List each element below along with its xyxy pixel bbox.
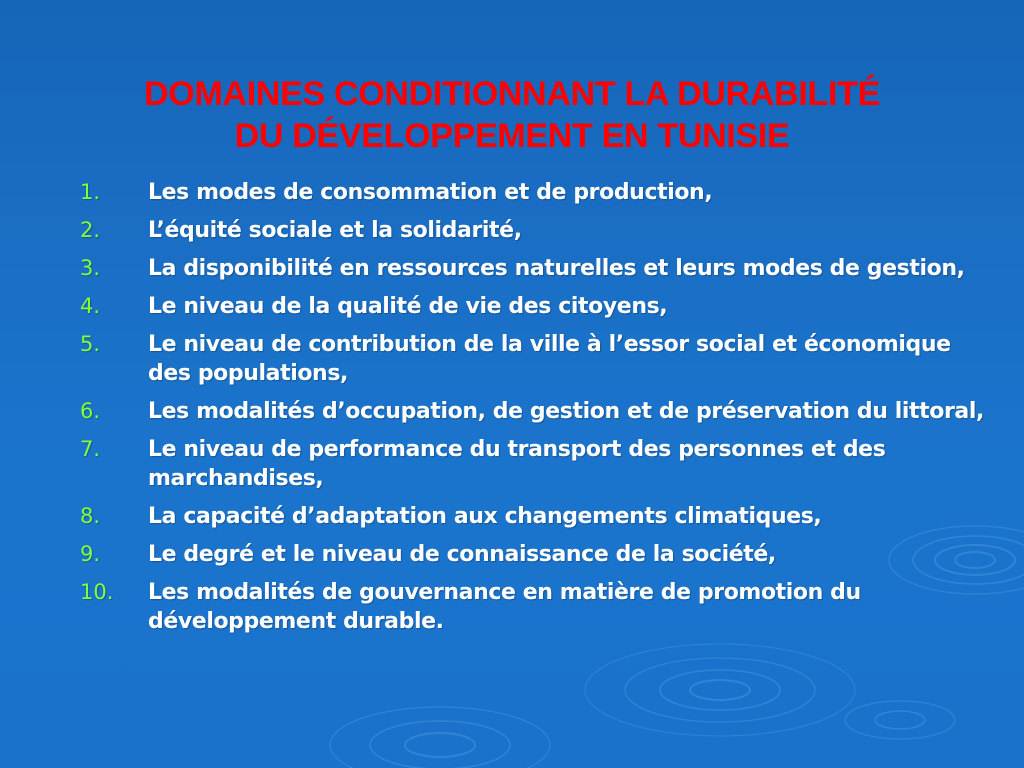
list-item-number: 10.: [80, 580, 114, 604]
list-item: [80, 540, 1000, 569]
list-item-text: La disponibilité en ressources naturelles et leurs modes de gestion,: [148, 256, 965, 281]
list-item: [80, 397, 1000, 426]
list-item-number: 7.: [80, 437, 101, 461]
list-item-text: Les modes de consommation et de production,: [148, 180, 713, 205]
list-item-text: L’équité sociale et la solidarité,: [148, 218, 522, 243]
list-item-text: Le niveau de la qualité de vie des citoyens,: [148, 294, 668, 319]
list-item-text: Le niveau de performance du transport des personnes et des marchandises,: [148, 437, 886, 491]
slide-title: [40, 73, 984, 157]
list-item-number: 5.: [80, 332, 101, 356]
list-item-number: 1.: [80, 180, 101, 204]
list-item-text: Le niveau de contribution de la ville à l’essor social et économique des populations,: [148, 332, 951, 386]
list-item-text: Les modalités de gouvernance en matière de promotion du développement durable.: [148, 580, 861, 634]
list-item: [80, 216, 1000, 245]
list-item: [80, 502, 1000, 531]
list-item: [80, 330, 1000, 388]
list-item-number: 3.: [80, 256, 101, 280]
list-item: [80, 254, 1000, 283]
slide-title-line-2: DU DÉVELOPPEMENT EN TUNISIE: [234, 116, 790, 155]
list-item-text: Le degré et le niveau de connaissance de la société,: [148, 542, 776, 567]
list-item-number: 8.: [80, 504, 101, 528]
list-item-number: 9.: [80, 542, 101, 566]
slide-title-line-1: DOMAINES CONDITIONNANT LA DURABILITÉ: [144, 74, 880, 113]
domain-list: [80, 178, 1000, 645]
list-item: [80, 178, 1000, 207]
list-item-number: 4.: [80, 294, 101, 318]
list-item-text: La capacité d’adaptation aux changements climatiques,: [148, 504, 822, 529]
list-item: [80, 292, 1000, 321]
list-item: [80, 578, 1000, 636]
list-item-number: 6.: [80, 399, 101, 423]
list-item-number: 2.: [80, 218, 101, 242]
list-item: [80, 435, 1000, 493]
list-item-text: Les modalités d’occupation, de gestion et de préservation du littoral,: [148, 399, 984, 424]
